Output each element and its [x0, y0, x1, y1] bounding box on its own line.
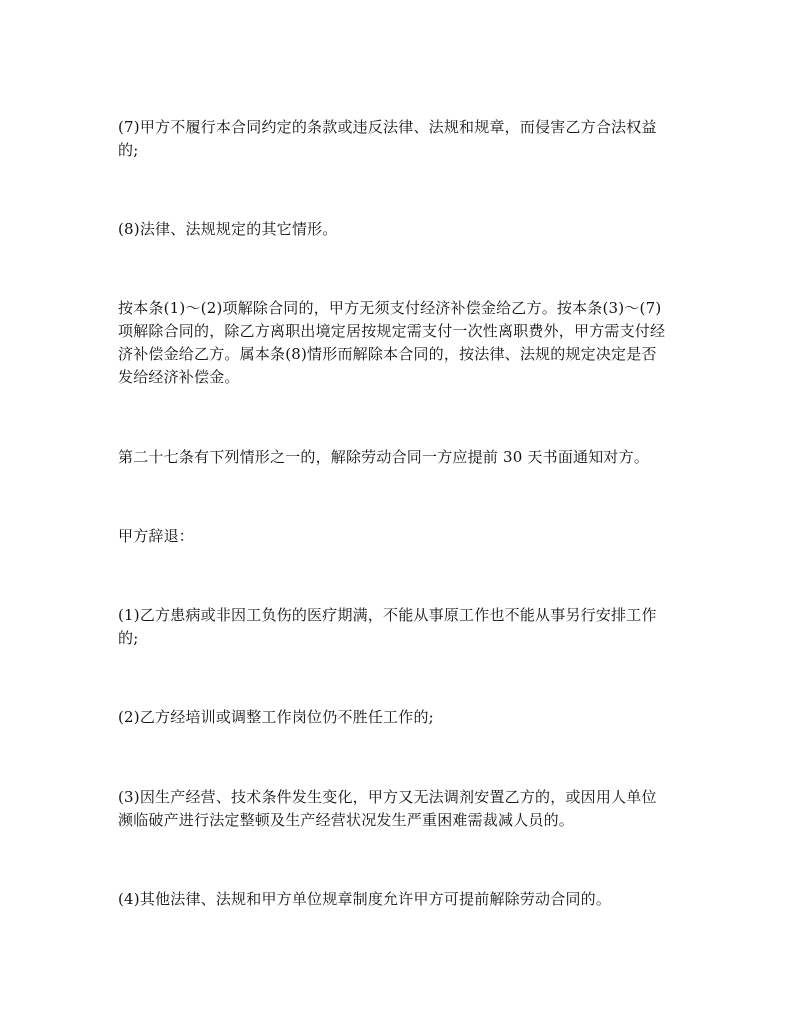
text-line: (8)法律、法规规定的其它情形。 [118, 220, 338, 238]
text-line: 的; [118, 629, 139, 647]
text-line: (1)乙方患病或非因工负伤的医疗期满，不能从事原工作也不能从事另行安排工作 [118, 606, 657, 624]
text-line: 濒临破产进行法定整顿及生产经营状况发生严重困难需裁减人员的。 [118, 811, 575, 829]
text-line: 的; [118, 141, 139, 159]
text-line: 项解除合同的，除乙方离职出境定居按规定需支付一次性离职费外，甲方需支付经 [118, 322, 666, 340]
text-line: (4)其他法律、法规和甲方单位规章制度允许甲方可提前解除劳动合同的。 [118, 890, 612, 908]
text-line: 按本条(1)～(2)项解除合同的，甲方无须支付经济补偿金给乙方。按本条(3)～(7) [118, 299, 662, 317]
paragraph-compensation-rules [118, 297, 688, 389]
text-line: 济补偿金给乙方。属本条(8)情形而解除本合同的，按法律、法规的规定决定是否 [118, 345, 657, 363]
text-line: 发给经济补偿金。 [118, 368, 240, 386]
text-line: (2)乙方经培训或调整工作岗位仍不胜任工作的; [118, 708, 434, 726]
text-line: 甲方辞退： [118, 527, 195, 545]
paragraph-item-1 [118, 604, 688, 650]
text-line: 第二十七条有下列情形之一的，解除劳动合同一方应提前 30 天书面通知对方。 [118, 448, 650, 466]
paragraph-item-4 [118, 888, 688, 911]
paragraph-clause-7 [118, 116, 688, 162]
paragraph-item-2 [118, 706, 688, 729]
paragraph-item-3 [118, 786, 688, 832]
paragraph-article-27 [118, 446, 688, 469]
paragraph-clause-8 [118, 218, 688, 241]
text-line: (7)甲方不履行本合同约定的条款或违反法律、法规和规章，而侵害乙方合法权益 [118, 118, 657, 136]
text-line: (3)因生产经营、技术条件发生变化，甲方又无法调剂安置乙方的，或因用人单位 [118, 788, 657, 806]
paragraph-dismissal-heading [118, 525, 688, 548]
